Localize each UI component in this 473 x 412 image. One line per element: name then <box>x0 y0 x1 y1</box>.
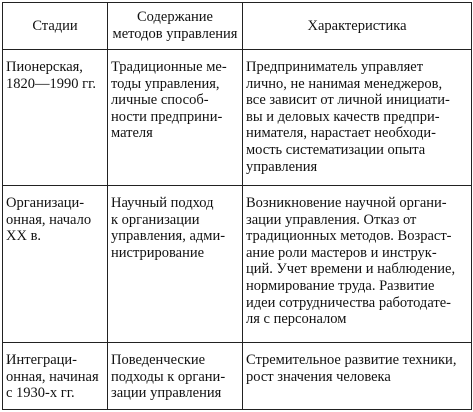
stage-cell: Организаци- онная, начало XX в. <box>3 186 108 343</box>
stage-cell: Интеграци- онная, начиная с 1930-х гг. <box>3 343 108 410</box>
characteristic-cell: Предприниматель управляет лично, не нанимая менеджеров, все зависит от личной инициати- вы и деловых качеств предпри- нимателя, нарастает необходи- мость систематизации опыта управления <box>243 50 472 186</box>
characteristic-cell: Стремительное развитие техники, рост значения человека <box>243 343 472 410</box>
header-characteristic: Характеристика <box>243 3 472 50</box>
methods-cell: Поведенческие подходы к органи- зации управления <box>108 343 243 410</box>
table-row <box>3 50 472 186</box>
stages-table <box>2 2 472 410</box>
table-row <box>3 343 472 410</box>
methods-cell: Научный подход к организации управления, адми- нистрирование <box>108 186 243 343</box>
stage-cell: Пионерская, 1820—1990 гг. <box>3 50 108 186</box>
header-stages: Стадии <box>3 3 108 50</box>
characteristic-cell: Возникновение научной органи- зации управления. Отказ от традиционных методов. Возраст- ание роли мастеров и инструк- ций. Учет времени и наблюдение, нормирование труда. Развитие идеи сотрудничества работодате- ля с персоналом <box>243 186 472 343</box>
table-row <box>3 186 472 343</box>
methods-cell: Традиционные ме- тоды управления, личные способ- ности предприни- мателя <box>108 50 243 186</box>
header-methods: Содержание методов управления <box>108 3 243 50</box>
table-header-row <box>3 3 472 50</box>
